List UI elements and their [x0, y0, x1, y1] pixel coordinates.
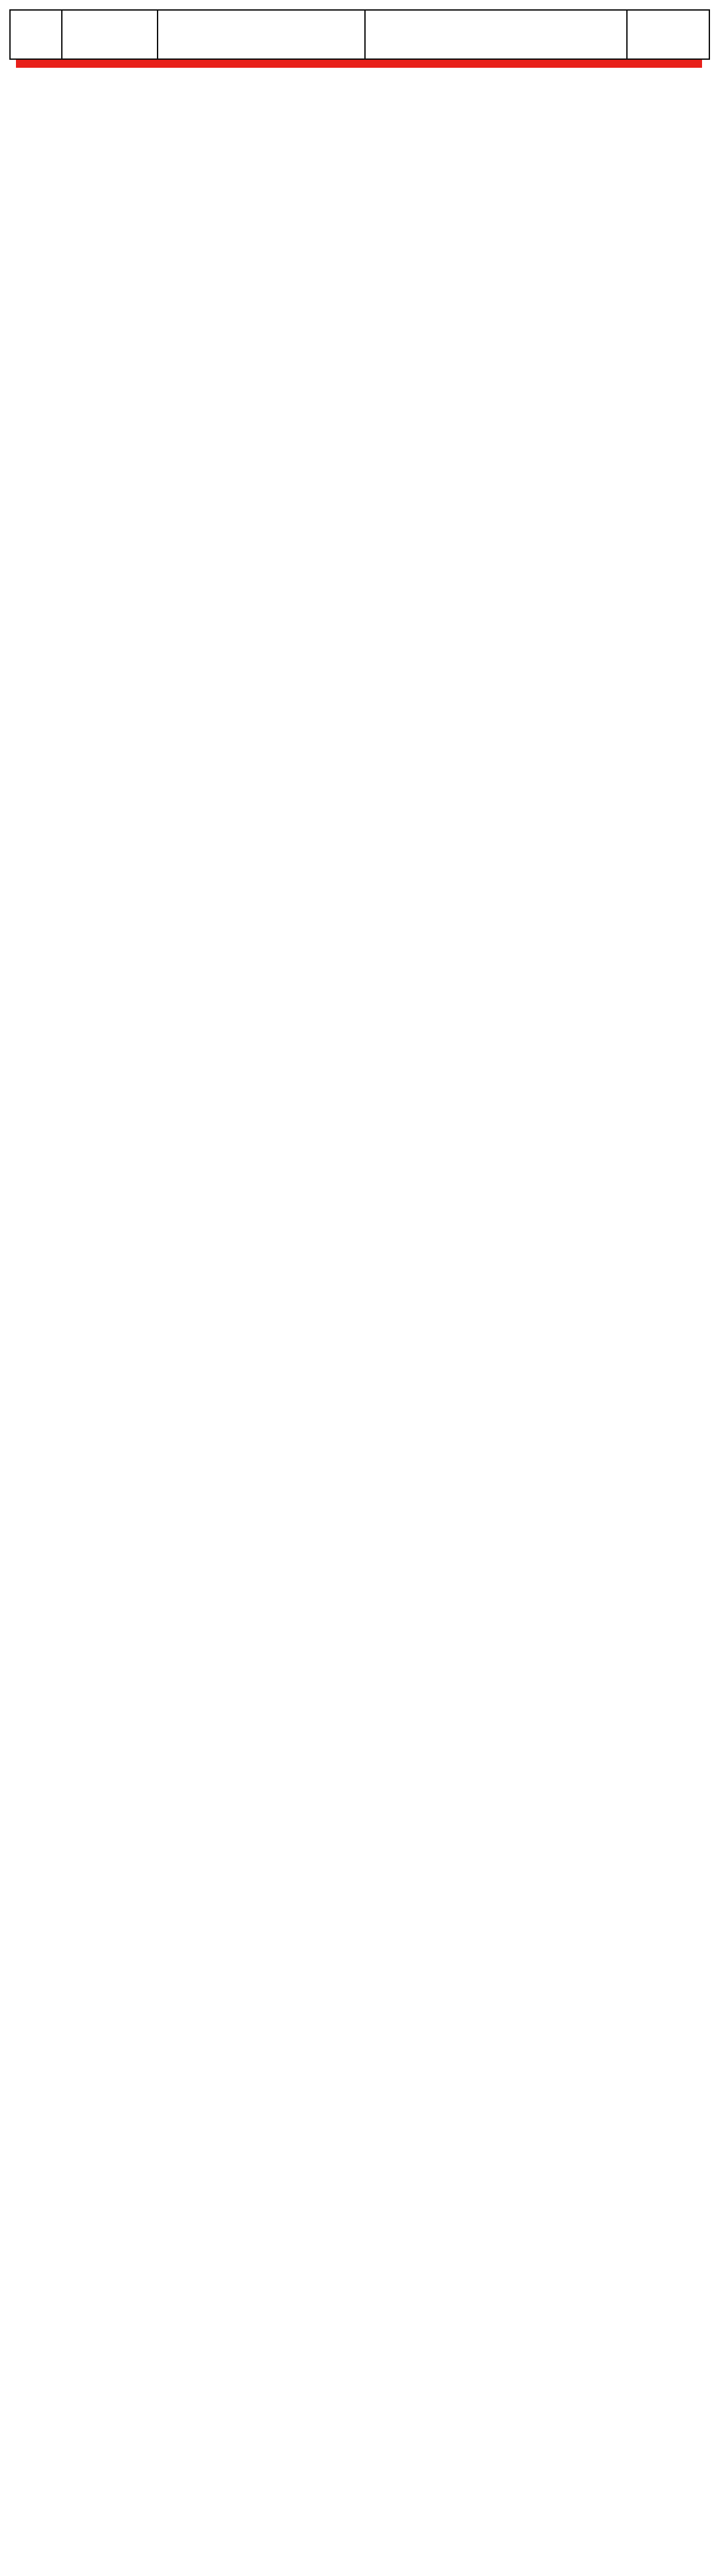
header-entity	[365, 10, 627, 59]
header-district	[62, 10, 158, 59]
brand-table	[9, 9, 710, 60]
header-row	[10, 10, 709, 59]
header-no	[10, 10, 62, 59]
header-brand	[158, 10, 365, 59]
header-category	[627, 10, 709, 59]
highlight-box	[16, 60, 702, 68]
table-wrapper	[9, 9, 709, 60]
